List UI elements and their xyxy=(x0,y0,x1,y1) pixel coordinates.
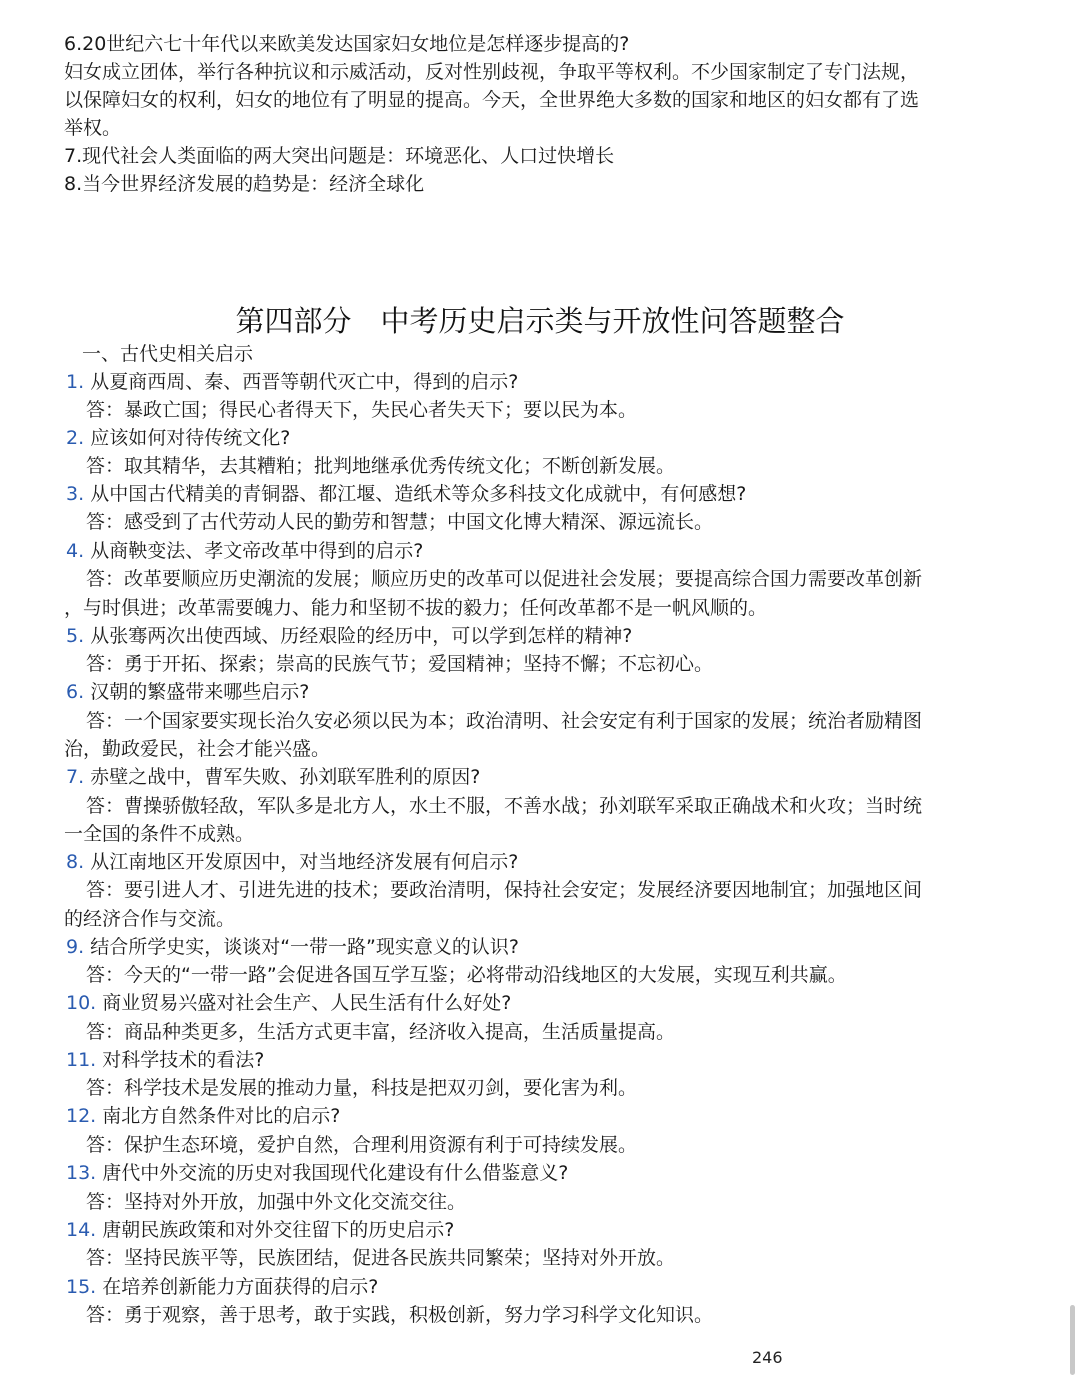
item-number: 6. xyxy=(66,681,85,703)
question-text: 南北方自然条件对比的启示? xyxy=(102,1105,341,1127)
answer-text: 答：坚持民族平等，民族团结，促进各民族共同繁荣；坚持对外开放。 xyxy=(86,1247,676,1269)
question-8: 8.当今世界经济发展的趋势是：经济全球化 xyxy=(64,173,425,195)
item-number: 2. xyxy=(66,427,85,449)
question-6: 6.20世纪六七十年代以来欧美发达国家妇女地位是怎样逐步提高的? xyxy=(64,33,630,55)
question-text: 应该如何对待传统文化? xyxy=(90,427,291,449)
item-number: 7. xyxy=(66,766,85,788)
list-item-question xyxy=(66,763,480,791)
answer-text: 答：曹操骄傲轻敌，军队多是北方人，水土不服，不善水战；孙刘联军采取正确战术和火攻；当时统 xyxy=(86,795,923,817)
answer-text: 答：坚持对外开放，加强中外文化交流交往。 xyxy=(86,1191,467,1213)
list-item-question xyxy=(66,933,519,961)
list-item-question xyxy=(66,678,309,706)
list-item-question xyxy=(66,480,746,508)
item-number: 11. xyxy=(66,1049,97,1071)
item-number: 4. xyxy=(66,540,85,562)
answer-6-line-1: 妇女成立团体，举行各种抗议和示威活动，反对性别歧视，争取平等权利。不少国家制定了专门法规， xyxy=(64,61,920,83)
page-number: 246 xyxy=(752,1348,783,1367)
answer-text: 答：勇于开拓、探索；崇高的民族气节；爱国精神；坚持不懈；不忘初心。 xyxy=(86,653,714,675)
part-title: 第四部分 中考历史启示类与开放性问答题整合 xyxy=(235,304,845,338)
answer-text-continued: 治，勤政爱民，社会才能兴盛。 xyxy=(64,738,331,760)
item-number: 14. xyxy=(66,1219,97,1241)
list-item-question xyxy=(66,1046,264,1074)
item-number: 3. xyxy=(66,483,85,505)
question-text: 商业贸易兴盛对社会生产、人民生活有什么好处? xyxy=(102,992,512,1014)
list-item-question xyxy=(66,1159,568,1187)
list-item-question xyxy=(66,848,518,876)
list-item-question xyxy=(66,1102,340,1130)
answer-text: 答：要引进人才、引进先进的技术；要政治清明，保持社会安定；发展经济要因地制宜；加强地区间 xyxy=(86,879,923,901)
answer-text: 答：一个国家要实现长治久安必须以民为本；政治清明、社会安定有利于国家的发展；统治者励精图 xyxy=(86,710,923,732)
question-text: 汉朝的繁盛带来哪些启示? xyxy=(90,681,310,703)
item-number: 1. xyxy=(66,371,85,393)
question-text: 在培养创新能力方面获得的启示? xyxy=(102,1276,379,1298)
question-text: 唐朝民族政策和对外交往留下的历史启示? xyxy=(102,1219,455,1241)
list-item-question xyxy=(66,537,423,565)
list-item-question xyxy=(66,368,518,396)
list-item-question xyxy=(66,989,511,1017)
answer-text: 答：保护生态环境，爱护自然，合理利用资源有利于可持续发展。 xyxy=(86,1134,638,1156)
item-number: 9. xyxy=(66,936,85,958)
answer-text: 答：改革要顺应历史潮流的发展；顺应历史的改革可以促进社会发展；要提高综合国力需要改革创新 xyxy=(86,568,923,590)
section-heading: 一、古代史相关启示 xyxy=(82,343,254,365)
answer-6-line-2: 以保障妇女的权利，妇女的地位有了明显的提高。今天，全世界绝大多数的国家和地区的妇女都有了选 xyxy=(64,89,920,111)
answer-6-line-3: 举权。 xyxy=(64,117,122,139)
item-number: 13. xyxy=(66,1162,97,1184)
question-text: 从江南地区开发原因中，对当地经济发展有何启示? xyxy=(90,851,519,873)
answer-text-continued: ，与时俱进；改革需要魄力、能力和坚韧不拔的毅力；任何改革都不是一帆风顺的。 xyxy=(64,597,768,619)
answer-text: 答：勇于观察，善于思考，敢于实践，积极创新，努力学习科学文化知识。 xyxy=(86,1304,714,1326)
answer-text: 答：取其精华，去其糟粕；批判地继承优秀传统文化；不断创新发展。 xyxy=(86,455,676,477)
item-number: 8. xyxy=(66,851,85,873)
question-7: 7.现代社会人类面临的两大突出问题是：环境恶化、人口过快增长 xyxy=(64,145,615,167)
scrollbar-thumb[interactable] xyxy=(1070,1305,1075,1375)
answer-text-continued: 一全国的条件不成熟。 xyxy=(64,823,255,845)
list-item-question xyxy=(66,1216,454,1244)
item-number: 15. xyxy=(66,1276,97,1298)
list-item-question xyxy=(66,424,290,452)
question-text: 从中国古代精美的青铜器、都江堰、造纸术等众多科技文化成就中，有何感想? xyxy=(90,483,747,505)
answer-text-continued: 的经济合作与交流。 xyxy=(64,908,236,930)
item-number: 10. xyxy=(66,992,97,1014)
answer-text: 答：商品种类更多，生活方式更丰富，经济收入提高，生活质量提高。 xyxy=(86,1021,676,1043)
list-item-question xyxy=(66,1273,378,1301)
list-item-question xyxy=(66,622,632,650)
item-number: 5. xyxy=(66,625,85,647)
answer-text: 答：今天的“一带一路”会促进各国互学互鉴；必将带动沿线地区的大发展，实现互利共赢。 xyxy=(86,964,847,986)
question-text: 对科学技术的看法? xyxy=(102,1049,265,1071)
answer-text: 答：暴政亡国；得民心者得天下，失民心者失天下；要以民为本。 xyxy=(86,399,638,421)
question-text: 结合所学史实，谈谈对“一带一路”现实意义的认识? xyxy=(90,936,519,958)
question-text: 从商鞅变法、孝文帝改革中得到的启示? xyxy=(90,540,424,562)
question-text: 从张骞两次出使西域、历经艰险的经历中，可以学到怎样的精神? xyxy=(90,625,633,647)
answer-text: 答：科学技术是发展的推动力量，科技是把双刃剑，要化害为利。 xyxy=(86,1077,638,1099)
question-text: 从夏商西周、秦、西晋等朝代灭亡中，得到的启示? xyxy=(90,371,519,393)
question-text: 赤壁之战中，曹军失败、孙刘联军胜利的原因? xyxy=(90,766,481,788)
item-number: 12. xyxy=(66,1105,97,1127)
question-text: 唐代中外交流的历史对我国现代化建设有什么借鉴意义? xyxy=(102,1162,569,1184)
answer-text: 答：感受到了古代劳动人民的勤劳和智慧；中国文化博大精深、源远流长。 xyxy=(86,511,714,533)
